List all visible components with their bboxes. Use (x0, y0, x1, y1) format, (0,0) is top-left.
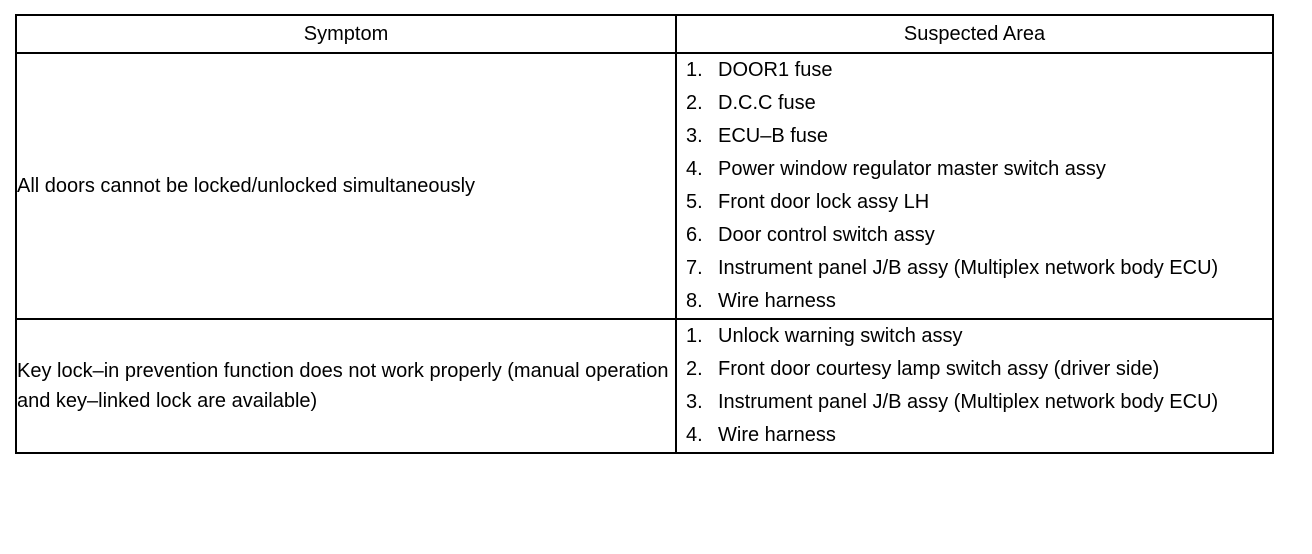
list-item (686, 386, 1272, 419)
item-text: Wire harness (718, 424, 836, 446)
item-text: Instrument panel J/B assy (Multiplex network body ECU) (718, 391, 1219, 413)
list-item (686, 153, 1272, 186)
list-item (686, 87, 1272, 120)
item-number: 3. (686, 391, 703, 413)
item-text: Instrument panel J/B assy (Multiplex network body ECU) (718, 257, 1219, 279)
item-number: 4. (686, 424, 703, 446)
table-row (16, 319, 1273, 453)
symptom-cell: All doors cannot be locked/unlocked simultaneously (16, 53, 676, 319)
item-number: 7. (686, 257, 703, 279)
item-text: D.C.C fuse (718, 92, 816, 114)
list-item (686, 252, 1272, 285)
item-text: Wire harness (718, 290, 836, 312)
header-symptom: Symptom (16, 15, 676, 53)
item-number: 1. (686, 59, 703, 81)
item-number: 2. (686, 358, 703, 380)
diagnosis-table (15, 14, 1274, 454)
list-item (686, 219, 1272, 252)
item-number: 8. (686, 290, 703, 312)
suspected-area-list (677, 320, 1272, 452)
list-item (686, 54, 1272, 87)
suspected-area-list (677, 54, 1272, 318)
item-text: Front door lock assy LH (718, 191, 930, 213)
item-number: 5. (686, 191, 703, 213)
header-suspected-area: Suspected Area (676, 15, 1273, 53)
item-number: 4. (686, 158, 703, 180)
item-text: Front door courtesy lamp switch assy (driver side) (718, 358, 1160, 380)
list-item (686, 186, 1272, 219)
symptom-cell: Key lock–in prevention function does not work properly (manual operation and key–linked lock are available) (16, 319, 676, 453)
header-row (16, 15, 1273, 53)
table-row (16, 53, 1273, 319)
suspected-area-cell (676, 319, 1273, 453)
list-item (686, 320, 1272, 353)
item-text: ECU–B fuse (718, 125, 829, 147)
list-item (686, 419, 1272, 452)
item-text: Power window regulator master switch assy (718, 158, 1106, 180)
item-number: 6. (686, 224, 703, 246)
item-text: Door control switch assy (718, 224, 935, 246)
list-item (686, 285, 1272, 318)
item-number: 1. (686, 325, 703, 347)
item-number: 3. (686, 125, 703, 147)
item-text: Unlock warning switch assy (718, 325, 963, 347)
suspected-area-cell (676, 53, 1273, 319)
item-text: DOOR1 fuse (718, 59, 833, 81)
item-number: 2. (686, 92, 703, 114)
list-item (686, 120, 1272, 153)
list-item (686, 353, 1272, 386)
